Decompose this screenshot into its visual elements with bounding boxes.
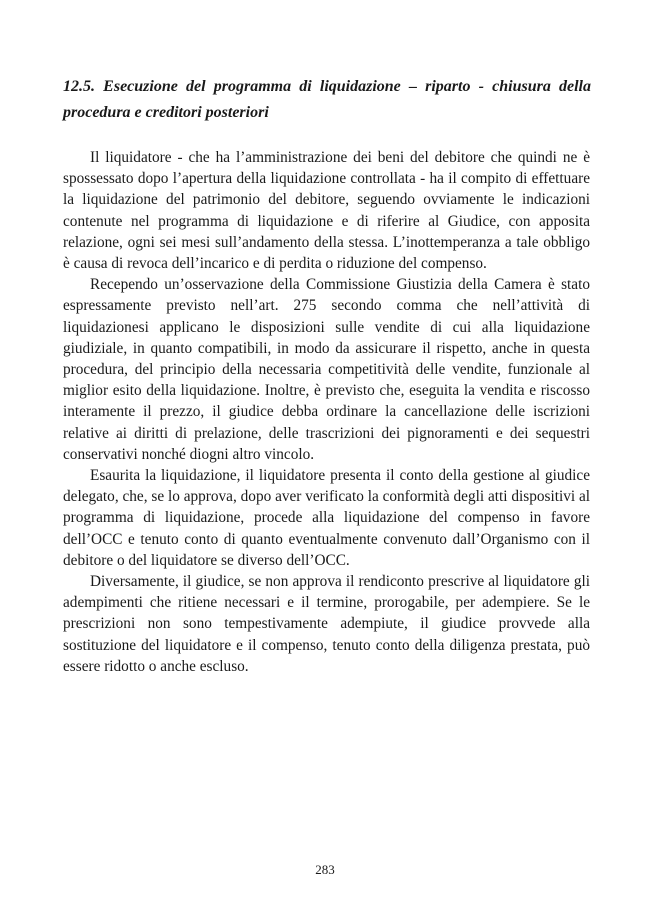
paragraph: Diversamente, il giudice, se non approva il rendiconto prescrive al liquidatore gli adempimenti che ritiene necessari e il termine, prorogabile, per adempiere. Se le prescrizioni non sono tempestivamente adempiute, il giudice provvede alla sostituzione del liquidatore e il compenso, tenuto conto della diligenza prestata, può essere ridotto o anche escluso. — [63, 573, 590, 675]
paragraph: Il liquidatore - che ha l’amministrazione dei beni del debitore che quindi ne è spossessato dopo l’apertura della liquidazione controllata - ha il compito di effettuare la liquidazione del patrimonio del debitore, seguendo ovviamente le indicazioni contenute nel programma di liquidazione e di riferire al Giudice, con apposita relazione, ogni sei mesi sull’andamento della stessa. L’inottemperanza a tale obbligo è causa di revoca dell’incarico e di perdita o riduzione del compenso. — [63, 149, 590, 273]
paragraph: Recependo un’osservazione della Commissione Giustizia della Camera è stato espressamente previsto nell’art. 275 secondo comma che nell’attività di liquidazionesi applicano le disposizioni sulle vendite di cui alla liquidazione giudiziale, in quanto compatibili, in modo da assicurare il rispetto, anche in questa procedura, del principio della necessaria competitività delle vendite, funzionale al miglior esito della liquidazione. Inoltre, è previsto che, eseguita la vendita e riscosso interamente il prezzo, il giudice debba ordinare la cancellazione delle iscrizioni relative ai diritti di prelazione, delle trascrizioni dei pignoramenti e dei sequestri conservativi nonché diogni altro vincolo. — [63, 276, 590, 463]
body-text — [63, 147, 590, 677]
page-number: 283 — [315, 862, 335, 877]
section-heading: 12.5. Esecuzione del programma di liquidazione – riparto - chiusura della procedura e creditori posteriori — [63, 78, 591, 121]
paragraph: Esaurita la liquidazione, il liquidatore presenta il conto della gestione al giudice delegato, che, se lo approva, dopo aver verificato la conformità degli atti dispositivi al programma di liquidazione, procede alla liquidazione del compenso in favore dell’OCC e tenuto conto di quanto eventualmente convenuto dall’Organismo con il debitore o del liquidatore se diverso dell’OCC. — [63, 467, 590, 569]
